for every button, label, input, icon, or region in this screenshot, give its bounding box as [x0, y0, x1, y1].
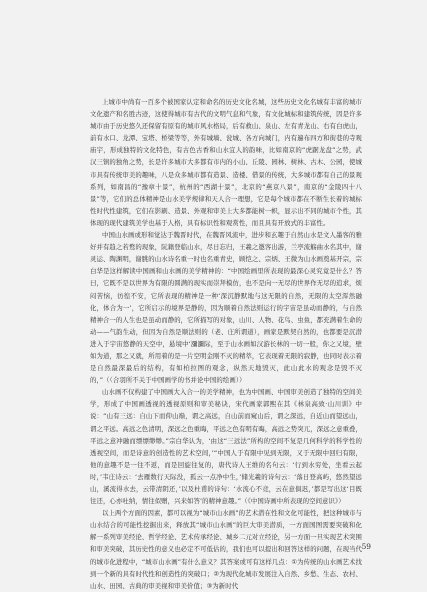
paragraph-2: 中国山水画或形和觉达于魏晋时代，在魏晋风流中，进步和玄趣于自然山水是文人墨客的雅好并有趋之若鹜的现象，阮籍登临山水，尽日忘归，王羲之邀客出游，兰亭流觞曲水名其中，谢灵运、陶渊明，谢朓的山水诗名重一时也名重青史，顾恺之、宗炳、王微为山水画奠基开宗，宗白华是这样解读中国画和山水画的美学精神的：“中国绘画里所表现的最深心灵究竟是什么？答曰，它既不是以世界为有限的圆满的现实而崇拜模仿，也不是向一无尽的世界作无尽的追求，烦闷苦恼，彷徨不安，它所表现的精神是一种‘深沉静默地与这无限的自然，无限的太空浑然融化，体合为一’，它所启示的境界是静的，因为顺着自然法则运行的宇宙是虽动而静的，与自然精神合一的人生也是虽动而静的，它所描写的对象，山川、人物、花鸟、虫鱼，都充满着生命的动——气韵生动，但因为自然是顺法则的（老、庄所谓道），画家是默契自然的，也都要是沉潜进入于宇宙悠静的天空中，悬境中‘瀰瀰际，至于山水画如汉游长林的一切一般，你之又境，壁如为道，那之又就，所用着的是一片空明金刚不灭的精萃，它表现着无限的寂静，也同时表示着是自然最深最后的结构，有如柏拉图的观念，纵然天地毁灭，此山此水的观念是毁不灭的，”（（合羽所不关于中国画学的书并论中国的绘画）） — [90, 231, 362, 385]
body-text — [90, 96, 362, 592]
paragraph-1: 上城市中尚有一百多个被国家认定和命名的历史文化名城，这些历史文化名城有丰富的城市文化遗产和名胜古迹，这使得城市有古代的文明气息和气象，有文化城标和建筑传统，因是许多城市由于历史悠久还保留有原有的城市风水格局，后有救山、泉山、左有青龙山、右有白虎山，前有水口、龙潭、宝塔、桥梁等等，外有城墙、瓮城、各方向城门，内有遍布四方和街巷的寺观庙宇，形成独特的文化特色，有古色古香和山水宜人的韵味，比如南京的“虎踞龙盘”之势，武汉三镇的独角之势，长是许多城市大多都有市内的小山、丘陵、园林、树林、古木、公园，使城市具有传统审美的趣味，八是众多城市都有造景、造楼、借景的传统，大多城市都有自己的景观系列，如南昌的“豫章十景”，杭州的“西湖十景”，北京的“燕京八景”，南京的“金陵四十八景”等，它们的总体精神是山水美学规律和天人合一理想，它是每个城市都在不断生长着的城标性时代性建筑，它们在影刷、造景、外观和审美上大多都能树一帜，显示出不同的城市个性，其体现的现代建筑美学也基于人格，具有标识性和观赏性，而且具有开放式的丰富性。 — [90, 98, 362, 227]
page-number: 59 — [361, 542, 371, 551]
paragraph-3: 山水画不仅构建了中国画大入合一的美学精神，也为中国画、中国审美创造了独特的空间美学，形成了中国画透视的透视原则和审美秘诀，宋代画家郭熙在其《林泉高致·山川训》中说：“山有三远：自山下而仰山巅，谓之高远，自山前而窥山后，谓之深远，自近山而望远山，谓之平远。高远之色清明，深远之色重晦，平远之色有明有晦，高远之势突兀，深远之意重叠，平远之意冲融而缥缥缈缈。”宗白华认为，‘由这“三远法”所构的空间不复是几何科学的科学性的透视空间，而是诗意的创造性的艺术空间，’“中国人于有限中见到无限，又于无限中回归有限，他的意趣不是一往不返，而是回旋往复的，唐代诗人王维的名句云：‘行到水穷处，坐看云起时，’韦庄诗云：‘去雁数行天际没，孤云一点净中生，’储光羲的诗句云：‘落日登高屿，悠然望远山，溪流得水去，云带清阴还，’以及杜甫的诗句：‘水流心不竞，云在意俱迟，’都是写出这‘目既往还，心亦吐纳，情往似赠，兴来如答’的精神意趣。”（《中国诗画中所表现的空间意识》） — [90, 388, 362, 506]
paragraph-4: 以上两个方面的因素，都可以视为“城市山水画”的艺术潜在性和文化可能性，把这种城市与山水结合的可能性挖掘出来，释放其“城市山水画”的巨大审美潜质，一方面国图需要突破和化解一系列审美经论、哲学经论、艺术传承经论、城乡二元对立经论，另一方面一旦实现艺术突围和审美突破，其历史性的意义也必定不可低估的，我们也可以提出和回答这样的问题，在现当代的城市化进程中，“城市山水画”有什么意义？其答案或可有这样几点：①为传统的山水画艺术找到一个新的具有时代性和创造性的突破口；②为现代化城市发展注入自然、乡愁、生态、农村、山水、田园、古典的审美视和审美价值；③为新时代 — [90, 509, 362, 590]
